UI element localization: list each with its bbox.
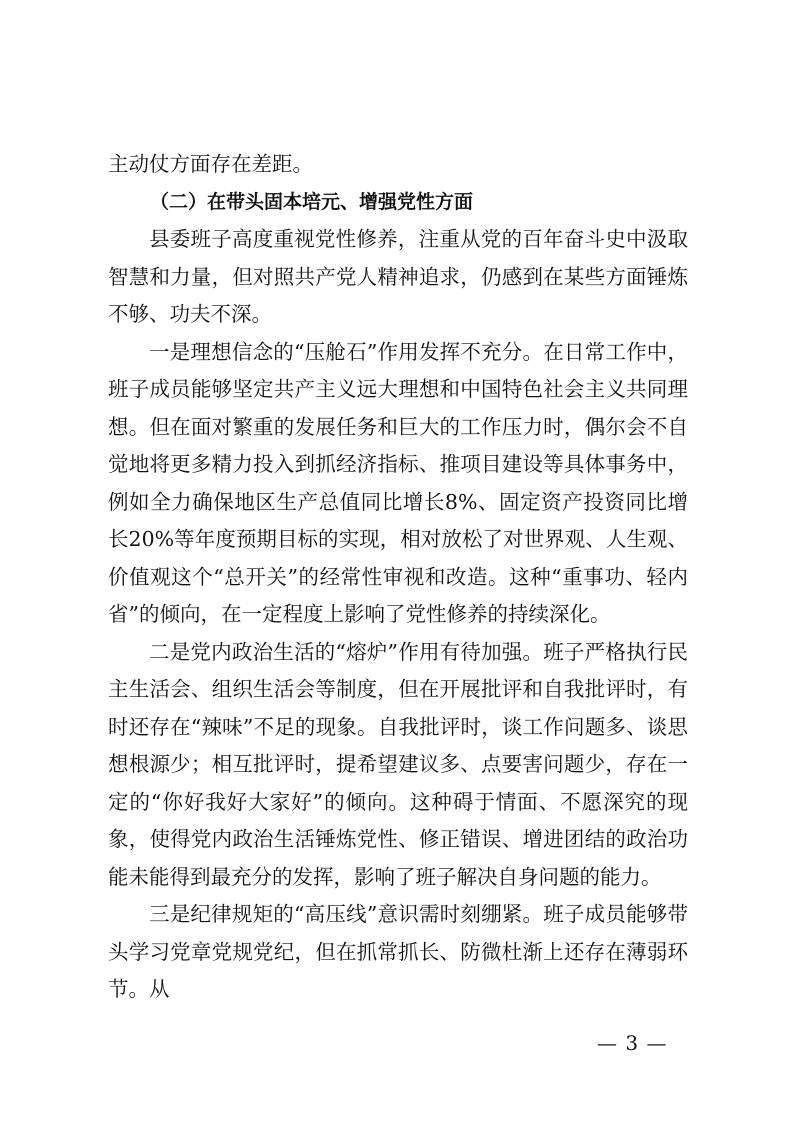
body-text [108,146,688,1009]
paragraph-intro: 县委班子高度重视党性修养，注重从党的百年奋斗史中汲取智慧和力量，但对照共产党人精神追求，仍感到在某些方面锤炼不够、功夫不深。 [108,227,688,326]
paragraph-continuation: 主动仗方面存在差距。 [108,152,313,176]
page-number: — 3 — [597,1031,668,1055]
paragraph-point-one: 一是理想信念的“压舱石”作用发挥不充分。在日常工作中，班子成员能够坚定共产主义远大理想和中国特色社会主义共同理想。但在面对繁重的发展任务和巨大的工作压力时，偶尔会不自觉地将更多精力投入到抓经济指标、推项目建设等具体事务中，例如全力确保地区生产总值同比增长8%、固定资产投资同比增长20%等年度预期目标的实现，相对放松了对世界观、人生观、价值观这个“总开关”的经常性审视和改造。这种“重事功、轻内省”的倾向，在一定程度上影响了党性修养的持续深化。 [108,339,688,626]
paragraph-point-two: 二是党内政治生活的“熔炉”作用有待加强。班子严格执行民主生活会、组织生活会等制度，但在开展批评和自我批评时，有时还存在“辣味”不足的现象。自我批评时，谈工作问题多、谈思想根源少；相互批评时，提希望建议多、点要害问题少，存在一定的“你好我好大家好”的倾向。这种碍于情面、不愿深究的现象，使得党内政治生活锤炼党性、修正错误、增进团结的政治功能未能得到最充分的发挥，影响了班子解决自身问题的能力。 [108,639,688,889]
section-heading: （二）在带头固本培元、增强党性方面 [150,190,474,213]
paragraph-point-three: 三是纪律规矩的“高压线”意识需时刻绷紧。班子成员能够带头学习党章党规党纪，但在抓常抓长、防微杜渐上还存在薄弱环节。从 [108,902,688,1001]
